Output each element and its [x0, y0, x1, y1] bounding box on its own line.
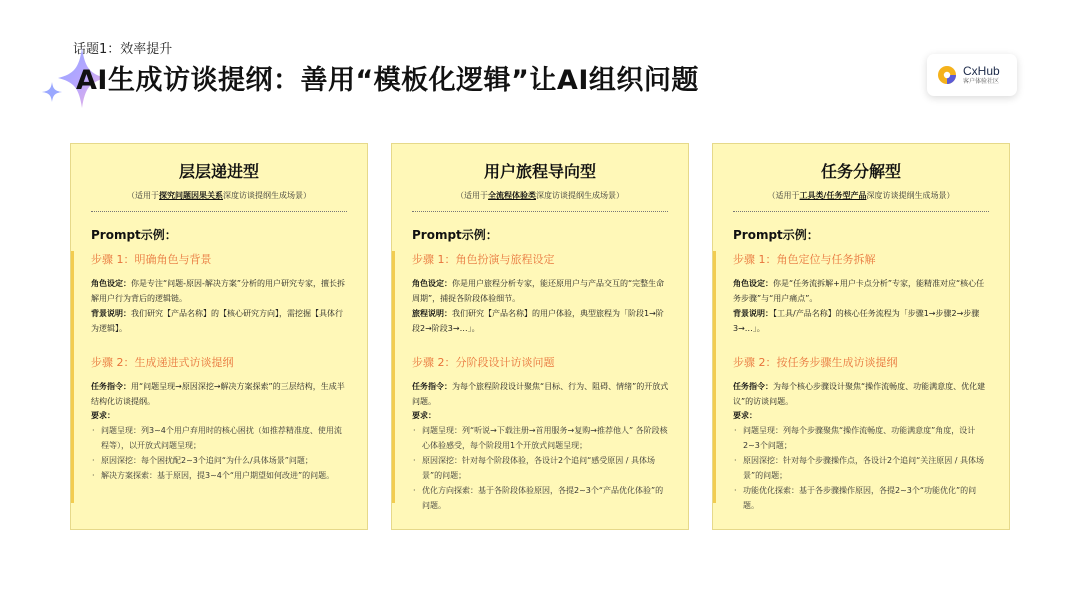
card-subtitle-emphasis: 探究问题因果关系 — [159, 191, 223, 200]
prompt-label: Prompt示例： — [91, 228, 177, 242]
cxhub-logo — [927, 54, 1017, 96]
background-note: 背景说明：【工具/产品名称】的核心任务流程为「步骤1→步骤2→步骤3→…」。 — [733, 309, 980, 333]
task-instruction: 任务指令：为每个旅程阶段设计聚焦“目标、行为、阻碍、情绪”的开放式问题。 — [412, 382, 669, 406]
prompt-content — [713, 251, 1009, 513]
card-subtitle-emphasis: 工具类/任务型产品 — [799, 191, 867, 200]
dotted-divider — [412, 211, 668, 212]
logo-subtitle: 客户体验社区 — [963, 77, 1000, 85]
prompt-label: Prompt示例： — [733, 228, 819, 242]
requirements-label: 要求： — [91, 411, 115, 420]
task-instruction: 任务指令：为每个核心步骤设计聚焦“操作流畅度、功能满意度、优化建议”的访谈问题。 — [733, 382, 986, 406]
requirement-item: · 问题呈现：列3~4个用户弃用时的核心困扰（如推荐精准度、使用流程等），以开放式问题呈现； — [91, 423, 349, 453]
prompt-content — [71, 251, 367, 483]
card-title: 用户旅程导向型 — [483, 162, 596, 181]
cxhub-logo-icon — [937, 65, 957, 85]
card-task-decomposition — [712, 143, 1010, 530]
card-title: 层层递进型 — [178, 162, 259, 181]
logo-name: CxHub — [963, 63, 1000, 78]
requirement-item: · 功能优化探索：基于各步骤操作原因，各提2~3个“功能优化”的问题。 — [733, 483, 991, 513]
card-user-journey — [391, 143, 689, 530]
accent-bar — [713, 251, 716, 503]
dotted-divider — [733, 211, 989, 212]
prompt-label: Prompt示例： — [412, 228, 498, 242]
role-setting: 角色设定：你是用户旅程分析专家，能还原用户与产品交互的“完整生命周期”，捕捉各阶段体验细节。 — [412, 279, 665, 303]
accent-bar — [71, 251, 74, 503]
role-setting: 角色设定：你是“任务流拆解+用户卡点分析”专家，能精准对应“核心任务步骤”与“用户痛点”。 — [733, 279, 985, 303]
prompt-content — [392, 251, 688, 513]
card-title: 任务分解型 — [820, 162, 901, 181]
requirement-item: · 优化方向探索：基于各阶段体验原因，各提2~3个“产品优化体验”的问题。 — [412, 483, 670, 513]
requirement-item: · 解决方案探索：基于原因，提3~4个“用户期望如何改进”的问题。 — [91, 468, 349, 483]
background-note: 背景说明：我们研究【产品名称】的【核心研究方向】，需挖掘【具体行为逻辑】。 — [91, 309, 343, 333]
dotted-divider — [91, 211, 347, 212]
step-2-heading: 步骤 2：分阶段设计访谈问题 — [412, 356, 555, 369]
step-1-heading: 步骤 1：角色扮演与旅程设定 — [412, 253, 555, 266]
card-subtitle: （适用于探究问题因果关系深度访谈提纲生成场景） — [127, 191, 311, 200]
topic-label: 话题1：效率提升 — [73, 42, 173, 57]
step-1-heading: 步骤 1：角色定位与任务拆解 — [733, 253, 876, 266]
card-subtitle: （适用于全流程体验类深度访谈提纲生成场景） — [456, 191, 624, 200]
card-layered-progressive — [70, 143, 368, 530]
requirement-item: · 原因深挖：每个困扰配2~3个追问“为什么/具体场景”问题； — [91, 453, 349, 468]
requirements-label: 要求： — [412, 411, 436, 420]
requirement-item: · 原因深挖：针对每个步骤操作点，各设计2个追问“关注原因 / 具体场景”的问题； — [733, 453, 991, 483]
card-subtitle: （适用于工具类/任务型产品深度访谈提纲生成场景） — [767, 191, 955, 200]
requirements-label: 要求： — [733, 411, 757, 420]
role-setting: 角色设定：你是专注“问题-原因-解决方案”分析的用户研究专家，擅长拆解用户行为背后的逻辑链。 — [91, 279, 346, 303]
requirement-item: · 问题呈现：列“听说→下载注册→首用服务→复购→推荐他人” 各阶段核心体验感受，每个阶段用1个开放式问题呈现； — [412, 423, 670, 453]
step-2-heading: 步骤 2：按任务步骤生成访谈提纲 — [733, 356, 898, 369]
card-subtitle-emphasis: 全流程体验类 — [488, 191, 536, 200]
journey-note: 旅程说明：我们研究【产品名称】的用户体验，典型旅程为「阶段1→阶段2→阶段3→…」。 — [412, 309, 664, 333]
step-1-heading: 步骤 1：明确角色与背景 — [91, 253, 212, 266]
step-2-heading: 步骤 2：生成递进式访谈提纲 — [91, 356, 234, 369]
page-title: AI生成访谈提纲：善用“模板化逻辑”让AI组织问题 — [76, 65, 699, 96]
requirement-item: · 问题呈现：列每个步骤聚焦“操作流畅度、功能满意度”角度，设计2~3个问题； — [733, 423, 991, 453]
task-instruction: 任务指令：用“问题呈现→原因深挖→解决方案探索”的三层结构，生成半结构化访谈提纲。 — [91, 382, 345, 406]
requirement-item: · 原因深挖：针对每个阶段体验，各设计2个追问“感受原因 / 具体场景”的问题； — [412, 453, 670, 483]
accent-bar — [392, 251, 395, 503]
